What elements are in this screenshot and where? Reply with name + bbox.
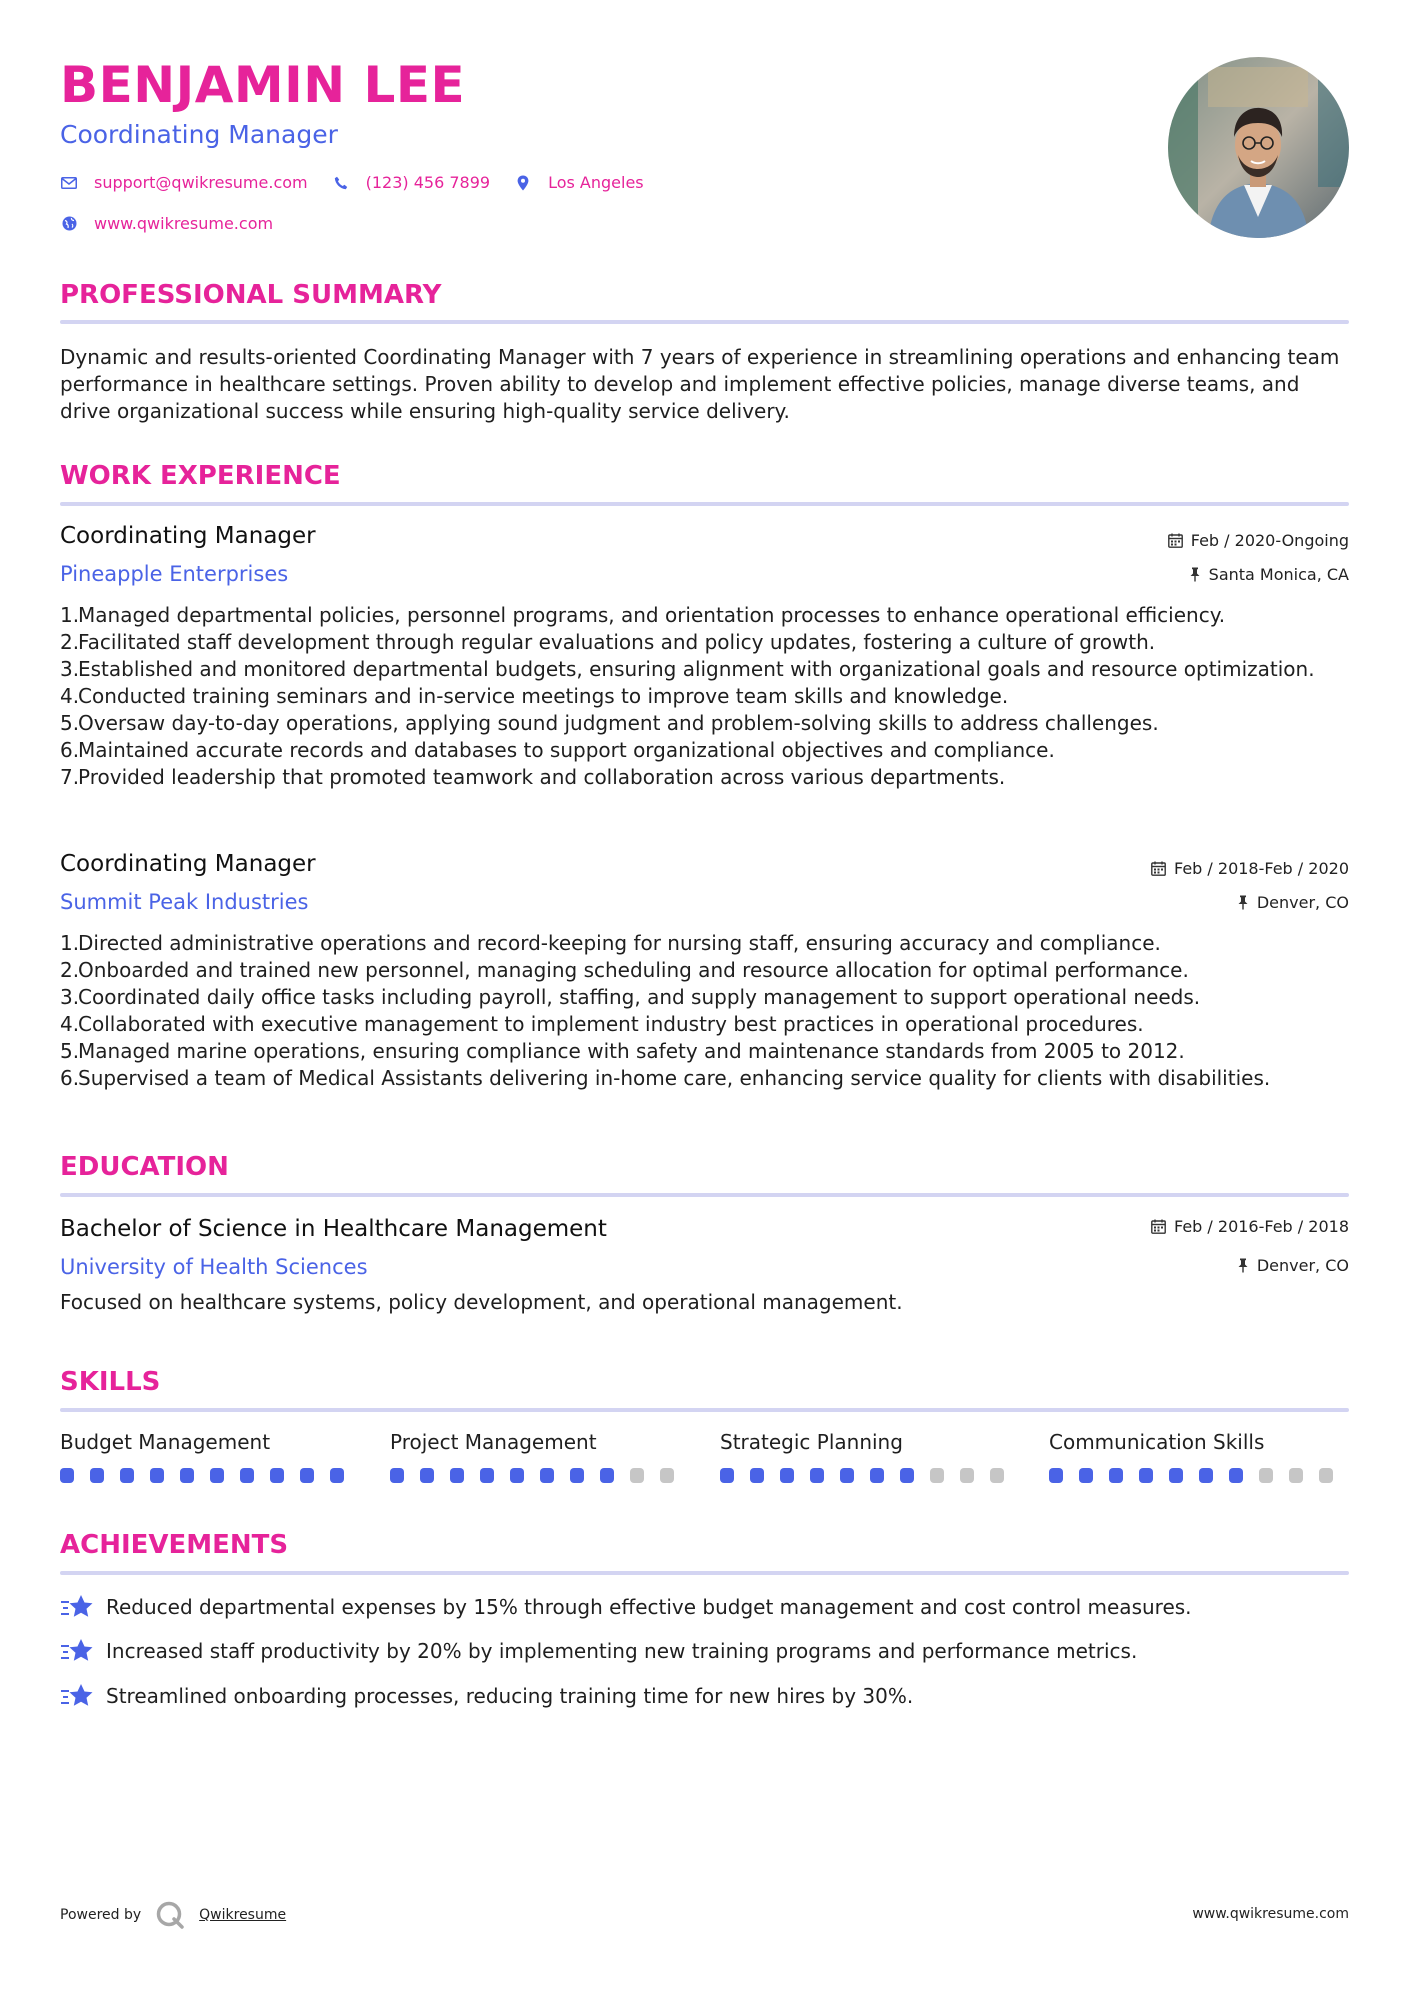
- achievement-text: Reduced departmental expenses by 15% through effective budget management and cost control measures.: [106, 1595, 1192, 1619]
- job-2-location: [1237, 893, 1349, 912]
- achievements-heading: ACHIEVEMENTS: [60, 1530, 289, 1560]
- contact-website[interactable]: [60, 214, 273, 233]
- email-text: support@qwikresume.com: [94, 173, 308, 192]
- job-1-dates: [1168, 531, 1349, 550]
- skill-item: [720, 1430, 1020, 1483]
- skill-dot-filled: [180, 1468, 194, 1483]
- skill-rating: [720, 1468, 1020, 1483]
- list-item: Supervised a team of Medical Assistants delivering in-home care, enhancing service quality for clients with disabilities.: [78, 1066, 1271, 1090]
- education-description: Focused on healthcare systems, policy development, and operational management.: [60, 1290, 903, 1314]
- envelope-icon: [60, 174, 78, 192]
- skill-name: Project Management: [390, 1430, 597, 1454]
- pushpin-icon: [1237, 895, 1249, 910]
- skill-dot-filled: [780, 1468, 794, 1483]
- skill-dot-filled: [510, 1468, 524, 1483]
- skill-dot-filled: [540, 1468, 554, 1483]
- skill-dot-filled: [810, 1468, 824, 1483]
- skill-dot-filled: [600, 1468, 614, 1483]
- education-divider: [60, 1193, 1349, 1197]
- skill-dot-filled: [60, 1468, 74, 1483]
- star-badge-icon: [60, 1593, 94, 1621]
- skill-dot-filled: [750, 1468, 764, 1483]
- map-pin-icon: [514, 174, 532, 192]
- achievements-divider: [60, 1571, 1349, 1575]
- skill-dot-filled: [300, 1468, 314, 1483]
- pushpin-icon: [1189, 567, 1201, 582]
- skill-dot-filled: [1049, 1468, 1063, 1483]
- skill-dot-filled: [1169, 1468, 1183, 1483]
- footer-url[interactable]: www.qwikresume.com: [1192, 1906, 1349, 1922]
- achievement-item: [60, 1593, 1192, 1621]
- skill-dot-filled: [270, 1468, 284, 1483]
- calendar-icon: [1168, 533, 1183, 548]
- skill-dot-filled: [390, 1468, 404, 1483]
- summary-divider: [60, 320, 1349, 324]
- job-2-dates-text: Feb / 2018-Feb / 2020: [1174, 859, 1349, 878]
- globe-icon: [60, 215, 78, 233]
- calendar-icon: [1151, 1219, 1166, 1234]
- job-1-title: Coordinating Manager: [60, 523, 316, 549]
- list-item: Conducted training seminars and in-service meetings to improve team skills and knowledge.: [78, 684, 1009, 708]
- skill-dot-filled: [1199, 1468, 1213, 1483]
- skill-dot-filled: [1139, 1468, 1153, 1483]
- skill-dot-filled: [240, 1468, 254, 1483]
- list-item: Onboarded and trained new personnel, managing scheduling and resource allocation for optimal performance.: [78, 958, 1189, 982]
- list-item: Facilitated staff development through regular evaluations and policy updates, fostering a culture of growth.: [78, 630, 1156, 654]
- achievement-item: [60, 1637, 1137, 1665]
- qwikresume-link[interactable]: Qwikresume: [199, 1907, 287, 1923]
- skill-dot-filled: [90, 1468, 104, 1483]
- education-school: University of Health Sciences: [60, 1255, 368, 1279]
- contact-email[interactable]: [60, 173, 308, 192]
- skill-item: [60, 1430, 360, 1483]
- achievement-item: [60, 1682, 913, 1710]
- skill-dot-empty: [930, 1468, 944, 1483]
- education-degree: Bachelor of Science in Healthcare Management: [60, 1216, 607, 1242]
- skill-dot-empty: [1259, 1468, 1273, 1483]
- skill-dot-filled: [1079, 1468, 1093, 1483]
- skills-heading: SKILLS: [60, 1367, 161, 1397]
- skill-dot-filled: [1229, 1468, 1243, 1483]
- job-2-company: Summit Peak Industries: [60, 890, 309, 914]
- skill-dot-empty: [1289, 1468, 1303, 1483]
- skill-dot-filled: [120, 1468, 134, 1483]
- candidate-name: BENJAMIN LEE: [60, 56, 466, 114]
- skill-dot-empty: [960, 1468, 974, 1483]
- list-item: Managed marine operations, ensuring compliance with safety and maintenance standards from 2005 to 2012.: [78, 1039, 1185, 1063]
- education-location-text: Denver, CO: [1256, 1256, 1349, 1275]
- skill-dot-filled: [420, 1468, 434, 1483]
- skill-dot-filled: [570, 1468, 584, 1483]
- job-2-location-text: Denver, CO: [1256, 893, 1349, 912]
- skill-dot-filled: [210, 1468, 224, 1483]
- skill-item: [390, 1430, 690, 1483]
- footer-powered-by: [60, 1900, 286, 1930]
- list-item: Coordinated daily office tasks including payroll, staffing, and supply management to support operational needs.: [78, 985, 1201, 1009]
- skill-dot-filled: [1109, 1468, 1123, 1483]
- skill-dot-filled: [330, 1468, 344, 1483]
- powered-by-label: Powered by: [60, 1907, 142, 1923]
- candidate-title: Coordinating Manager: [60, 120, 338, 149]
- summary-text: Dynamic and results-oriented Coordinating Manager with 7 years of experience in streamlining operations and enhancing team performance in healthcare settings. Proven ability to develop and implement effective policies, manage diverse teams, and drive organizational success while ensuring high-quality service delivery.: [60, 345, 1340, 423]
- calendar-icon: [1151, 861, 1166, 876]
- skill-dot-empty: [990, 1468, 1004, 1483]
- contact-location: [514, 173, 644, 192]
- job-2-bullets: [60, 930, 1350, 1092]
- skill-rating: [390, 1468, 690, 1483]
- website-text: www.qwikresume.com: [94, 214, 274, 233]
- skill-rating: [1049, 1468, 1349, 1483]
- location-text: Los Angeles: [548, 173, 644, 192]
- list-item: Collaborated with executive management to implement industry best practices in operational procedures.: [78, 1012, 1144, 1036]
- education-location: [1237, 1256, 1349, 1275]
- skill-dot-empty: [660, 1468, 674, 1483]
- list-item: Provided leadership that promoted teamwork and collaboration across various departments.: [78, 765, 1006, 789]
- skill-dot-filled: [900, 1468, 914, 1483]
- qwikresume-logo-icon: [155, 1900, 185, 1930]
- job-1-bullets: [60, 602, 1350, 791]
- job-1-location-text: Santa Monica, CA: [1208, 565, 1349, 584]
- skill-item: [1049, 1430, 1349, 1483]
- skill-dot-filled: [450, 1468, 464, 1483]
- profile-photo: [1168, 57, 1349, 238]
- contact-row-secondary: [60, 214, 297, 233]
- list-item: Established and monitored departmental budgets, ensuring alignment with organizational goals and resource optimization.: [78, 657, 1315, 681]
- skill-dot-filled: [150, 1468, 164, 1483]
- contact-row-primary: [60, 173, 668, 192]
- skill-dot-empty: [1319, 1468, 1333, 1483]
- contact-phone[interactable]: [332, 173, 490, 192]
- skill-name: Strategic Planning: [720, 1430, 903, 1454]
- job-2-title: Coordinating Manager: [60, 851, 316, 877]
- phone-icon: [332, 174, 350, 192]
- education-heading: EDUCATION: [60, 1152, 229, 1182]
- skill-name: Communication Skills: [1049, 1430, 1265, 1454]
- skill-dot-filled: [720, 1468, 734, 1483]
- job-1-location: [1189, 565, 1349, 584]
- star-badge-icon: [60, 1637, 94, 1665]
- job-1-dates-text: Feb / 2020-Ongoing: [1190, 531, 1349, 550]
- skill-dot-filled: [840, 1468, 854, 1483]
- experience-heading: WORK EXPERIENCE: [60, 461, 341, 491]
- achievement-text: Streamlined onboarding processes, reducing training time for new hires by 30%.: [106, 1684, 914, 1708]
- education-dates-text: Feb / 2016-Feb / 2018: [1174, 1217, 1349, 1236]
- list-item: Directed administrative operations and record-keeping for nursing staff, ensuring accuracy and compliance.: [78, 931, 1161, 955]
- skill-dot-empty: [630, 1468, 644, 1483]
- summary-heading: PROFESSIONAL SUMMARY: [60, 280, 442, 310]
- achievement-text: Increased staff productivity by 20% by implementing new training programs and performance metrics.: [106, 1639, 1138, 1663]
- list-item: Oversaw day-to-day operations, applying sound judgment and problem-solving skills to address challenges.: [78, 711, 1159, 735]
- education-dates: [1151, 1217, 1349, 1236]
- job-1-company: Pineapple Enterprises: [60, 562, 289, 586]
- skill-dot-filled: [480, 1468, 494, 1483]
- job-2-dates: [1151, 859, 1349, 878]
- pushpin-icon: [1237, 1258, 1249, 1273]
- skill-name: Budget Management: [60, 1430, 271, 1454]
- star-badge-icon: [60, 1682, 94, 1710]
- skills-divider: [60, 1408, 1349, 1412]
- skill-rating: [60, 1468, 360, 1483]
- list-item: Maintained accurate records and databases to support organizational objectives and compliance.: [78, 738, 1055, 762]
- experience-divider: [60, 502, 1349, 506]
- list-item: Managed departmental policies, personnel programs, and orientation processes to enhance operational efficiency.: [78, 603, 1226, 627]
- phone-text: (123) 456 7899: [365, 173, 491, 192]
- skill-dot-filled: [870, 1468, 884, 1483]
